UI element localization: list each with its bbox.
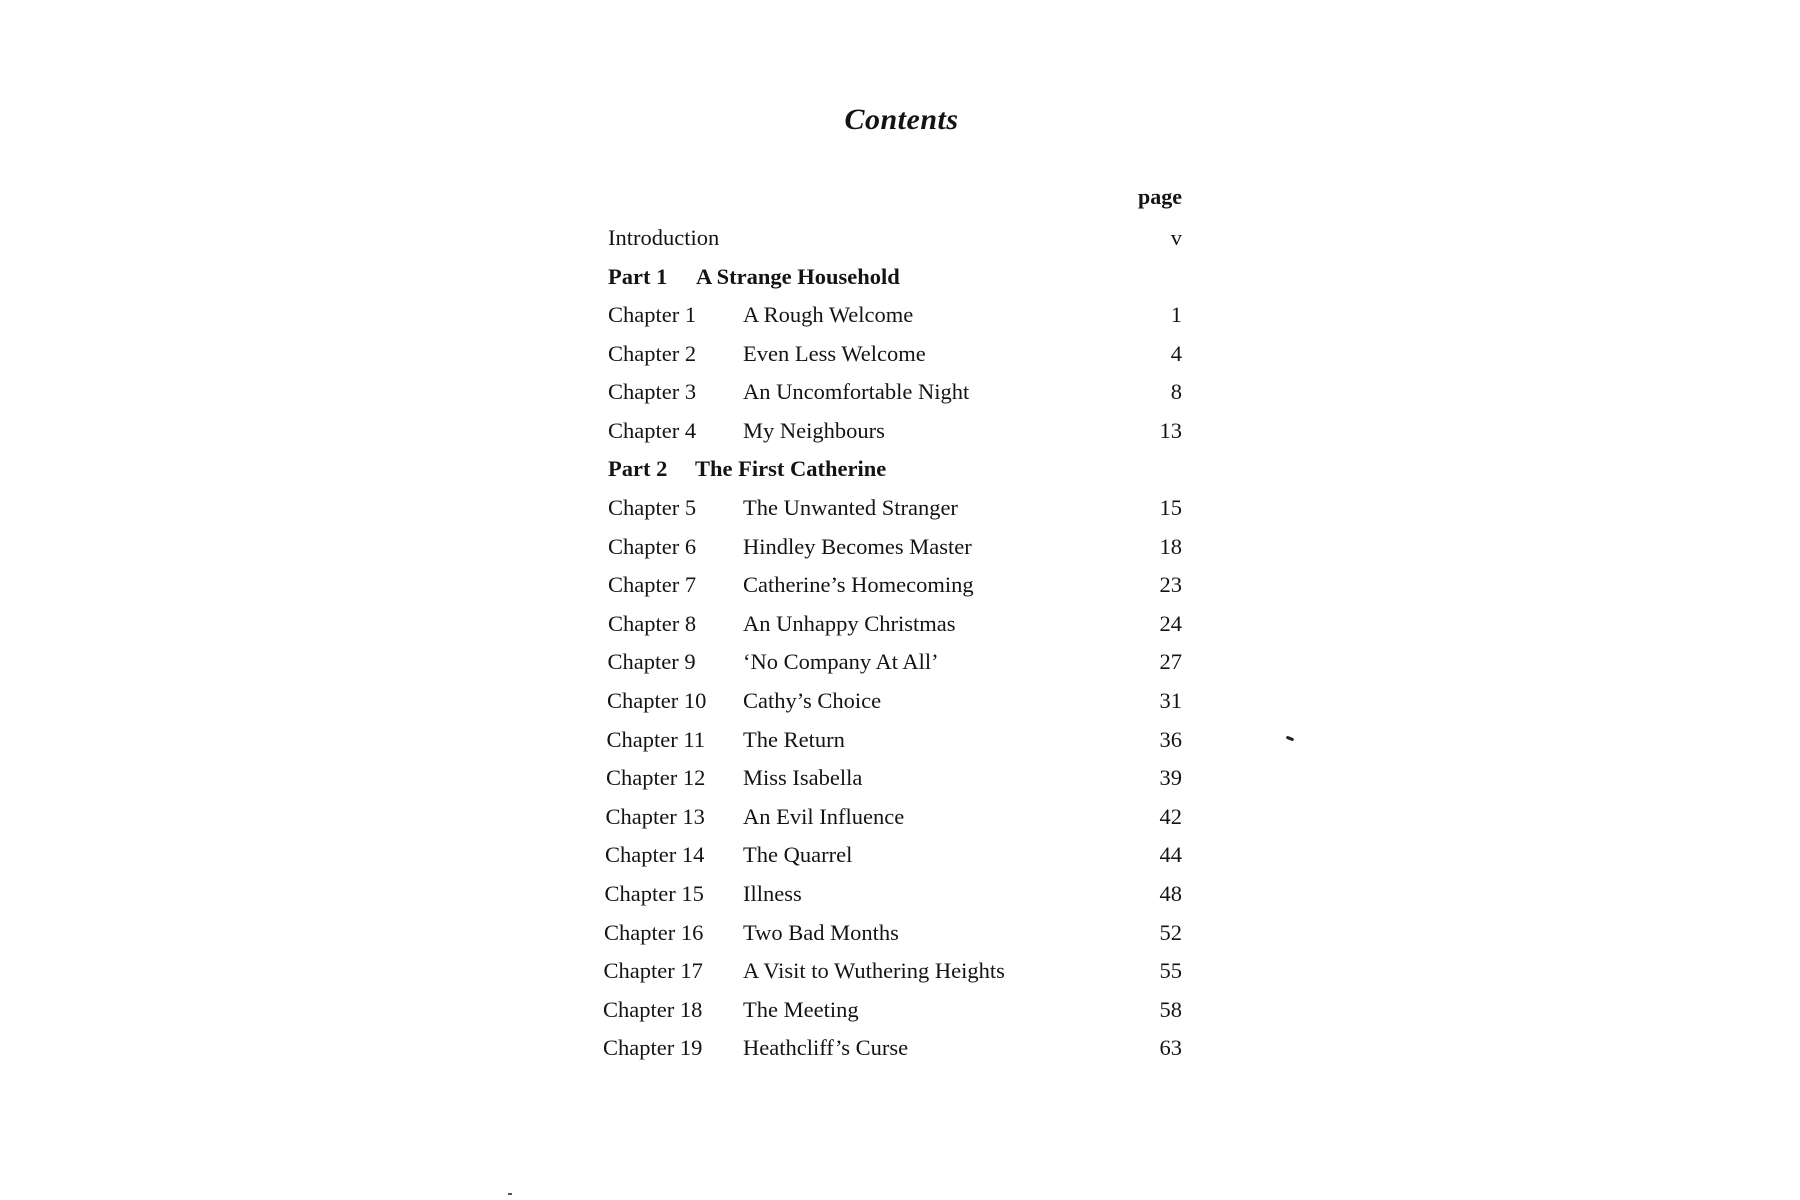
toc-entry-chapter[interactable] — [606, 763, 1182, 793]
chapter-title: Two Bad Months — [743, 919, 899, 945]
toc-entry-chapter[interactable] — [608, 647, 1183, 677]
toc-entry-chapter[interactable] — [608, 532, 1182, 562]
chapter-label: Chapter 4 — [608, 417, 697, 443]
chapter-page-number: 27 — [1159, 649, 1182, 675]
chapter-page-number: 42 — [1159, 803, 1182, 829]
page-title: Contents — [844, 103, 959, 136]
chapter-page-number: 58 — [1159, 996, 1182, 1022]
chapter-title: The Return — [743, 726, 845, 752]
part-title: A Strange Household — [696, 264, 900, 289]
toc-entry-chapter[interactable] — [608, 416, 1182, 446]
chapter-label: Chapter 2 — [608, 340, 697, 366]
part-label: Part 2 — [608, 456, 668, 482]
chapter-title: An Uncomfortable Night — [743, 379, 970, 405]
toc-entry-chapter[interactable] — [604, 956, 1183, 986]
toc-part-heading[interactable] — [608, 454, 1182, 484]
chapter-page-number: 39 — [1159, 765, 1182, 791]
toc-entry-chapter[interactable] — [605, 840, 1182, 870]
chapter-label: Chapter 18 — [603, 996, 703, 1022]
chapter-label: Chapter 7 — [608, 572, 697, 598]
chapter-label: Chapter 13 — [605, 803, 705, 829]
chapter-title: Hindley Becomes Master — [743, 533, 972, 559]
chapter-page-number: 52 — [1159, 919, 1182, 945]
toc-entry-chapter[interactable] — [608, 570, 1182, 600]
toc-entry-chapter[interactable] — [608, 377, 1182, 407]
scan-speck — [1286, 736, 1295, 742]
chapter-label: Chapter 14 — [605, 842, 705, 868]
chapter-page-number: 13 — [1159, 417, 1182, 443]
chapter-title: My Neighbours — [743, 417, 885, 443]
chapter-label: Chapter 3 — [608, 379, 697, 405]
part-title: The First Catherine — [695, 456, 887, 482]
chapter-label: Chapter 17 — [603, 958, 703, 984]
chapter-title: Even Less Welcome — [743, 340, 926, 366]
toc-part-heading[interactable] — [608, 262, 1182, 292]
page-column-header: page — [1138, 184, 1182, 209]
chapter-title: An Evil Influence — [743, 803, 905, 829]
chapter-page-number: 55 — [1159, 958, 1182, 984]
chapter-label: Chapter 11 — [606, 726, 706, 752]
chapter-label: Chapter 16 — [604, 919, 704, 945]
scan-speck — [508, 1193, 512, 1195]
chapter-page-number: 18 — [1159, 533, 1182, 559]
toc-entry-introduction[interactable] — [608, 223, 1182, 253]
chapter-page-number: 48 — [1159, 881, 1182, 906]
toc-entry-chapter[interactable] — [604, 918, 1182, 948]
toc-entry-chapter[interactable] — [608, 339, 1182, 369]
chapter-title: A Rough Welcome — [743, 302, 914, 327]
chapter-label: Chapter 8 — [608, 610, 697, 636]
chapter-title: The Quarrel — [743, 842, 853, 868]
toc-entry-chapter[interactable] — [608, 609, 1182, 639]
chapter-title: ‘No Company At All’ — [743, 649, 939, 675]
chapter-title: Catherine’s Homecoming — [743, 572, 974, 598]
chapter-label: Chapter 12 — [606, 765, 706, 791]
toc-entry-chapter[interactable] — [606, 802, 1183, 832]
chapter-title: Miss Isabella — [743, 765, 863, 791]
chapter-page-number: 36 — [1159, 726, 1182, 752]
toc-entry-chapter[interactable] — [603, 995, 1182, 1025]
chapter-page-number: 15 — [1159, 495, 1182, 520]
chapter-label: Chapter 9 — [607, 649, 696, 675]
chapter-label: Chapter 1 — [608, 302, 697, 327]
chapter-page-number: 44 — [1159, 842, 1182, 868]
chapter-title: Illness — [743, 881, 802, 906]
entry-page-number: v — [1170, 225, 1182, 250]
chapter-page-number: 4 — [1170, 340, 1182, 366]
chapter-title: A Visit to Wuthering Heights — [743, 958, 1005, 984]
entry-label: Introduction — [608, 225, 720, 250]
chapter-page-number: 24 — [1159, 610, 1182, 636]
chapter-label: Chapter 6 — [608, 533, 697, 559]
chapter-title: An Unhappy Christmas — [743, 610, 956, 636]
toc-entry-chapter[interactable] — [607, 725, 1183, 755]
chapter-label: Chapter 19 — [603, 1035, 703, 1061]
chapter-label: Chapter 10 — [607, 688, 707, 713]
chapter-page-number: 8 — [1170, 379, 1182, 405]
toc-entry-chapter[interactable] — [608, 300, 1182, 330]
chapter-label: Chapter 5 — [608, 495, 697, 520]
chapter-page-number: 1 — [1170, 302, 1182, 327]
toc-entry-chapter[interactable] — [607, 686, 1182, 716]
toc-entry-chapter[interactable] — [605, 879, 1183, 909]
toc-entry-chapter[interactable] — [603, 1033, 1182, 1063]
chapter-title: Heathcliff’s Curse — [743, 1035, 909, 1061]
chapter-page-number: 23 — [1159, 572, 1182, 598]
chapter-title: The Unwanted Stranger — [743, 495, 958, 520]
chapter-label: Chapter 15 — [604, 881, 704, 906]
chapter-page-number: 31 — [1159, 688, 1182, 713]
chapter-page-number: 63 — [1159, 1035, 1182, 1061]
toc-entry-chapter[interactable] — [608, 493, 1182, 523]
part-label: Part 1 — [608, 264, 668, 289]
chapter-title: The Meeting — [743, 996, 859, 1022]
chapter-title: Cathy’s Choice — [743, 688, 882, 713]
